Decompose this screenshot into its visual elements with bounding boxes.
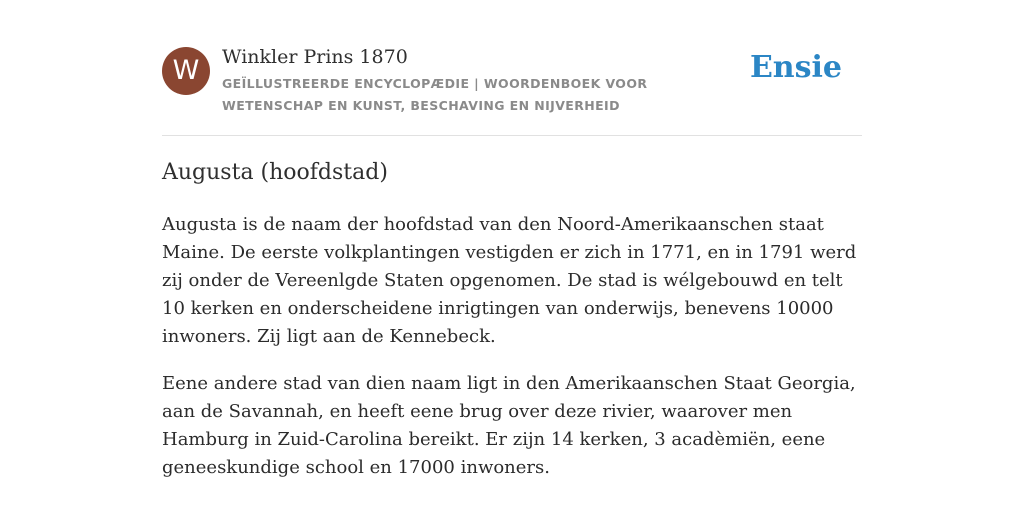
- article-paragraph-1: Augusta is de naam der hoofdstad van den Noord-Amerikaanschen staat Maine. De eerste volkplantingen vestigden er zich in 1771, en in 1791 werd zij onder de Vereenlgde Staten opgenomen. De stad is wélgebouwd en telt 10 kerken en onderscheidene inrigtingen van onderwijs, benevens 10000 inwoners. Zij ligt aan de Kennebeck.: [162, 214, 857, 347]
- source-title[interactable]: Winkler Prins 1870: [222, 46, 408, 68]
- header-divider: [162, 135, 862, 136]
- source-avatar: W: [162, 47, 210, 95]
- article-paragraph-2: Eene andere stad van dien naam ligt in den Amerikaanschen Staat Georgia, aan de Savannah, en heeft eene brug over deze rivier, waarover men Hamburg in Zuid-Carolina bereikt. Er zijn 14 kerken, 3 acadèmiën, eene geneeskundige school en 17000 inwoners.: [162, 373, 856, 478]
- ensie-logo-link[interactable]: Ensie: [749, 50, 842, 85]
- article-body: [162, 211, 862, 501]
- source-header: [162, 46, 862, 116]
- article-title: Augusta (hoofdstad): [162, 160, 388, 185]
- source-subtitle: GEÏLLUSTREERDE ENCYCLOPÆDIE | WOORDENBOEK VOOR WETENSCHAP EN KUNST, BESCHAVING EN NIJVERHEID: [222, 76, 648, 113]
